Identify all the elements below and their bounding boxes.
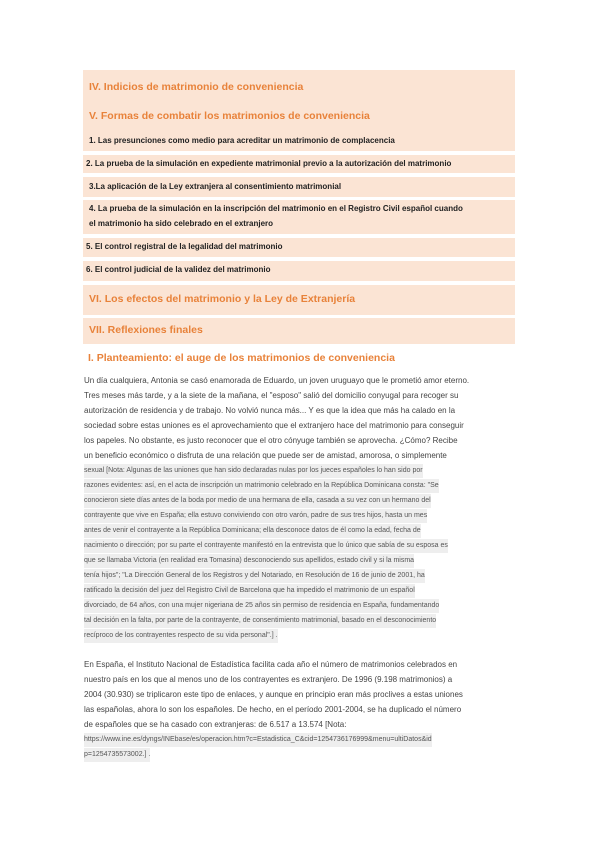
footnote-line: sexual [Nota: Algunas de las uniones que han sido declaradas nulas por los jueces españoles lo han sido por <box>84 464 423 478</box>
paragraph-line: un beneficio económico o disfruta de una relación que puede ser de amistad, amorosa, o simplemente <box>84 451 447 460</box>
toc-item-5-6[interactable] <box>83 261 515 281</box>
footnote-link-line[interactable]: https://www.ine.es/dyngs/INEbase/es/operacion.htm?c=Estadistica_C&cid=1254736176999&menu=ultiDatos&id <box>84 733 432 747</box>
toc-item-label: 6. El control judicial de la validez del matrimonio <box>86 265 271 274</box>
toc-item-label: VI. Los efectos del matrimonio y la Ley de Extranjería <box>89 293 356 305</box>
footnote-line: que se llamaba Victoria (en realidad era Tomasina) desconociendo sus apellidos, estado civil y si la misma <box>84 554 414 568</box>
footnote-line: tenía hijos"; "La Dirección General de los Registros y del Notariado, en Resolución de 16 de junio de 2001, ha <box>84 569 425 583</box>
paragraph-line: En España, el Instituto Nacional de Estadística facilita cada año el número de matrimonios celebrados en <box>84 660 458 669</box>
paragraph-line: las españolas, ahora lo son los españoles. De hecho, en el período 2001-2004, se ha duplicado el número <box>84 705 462 714</box>
toc-item-5-3[interactable] <box>83 177 515 197</box>
toc-item-5[interactable] <box>83 104 515 130</box>
toc-item-5-4[interactable] <box>83 200 515 234</box>
toc-item-4[interactable] <box>83 70 515 104</box>
footnote-line: razones evidentes: así, en el acta de inscripción un matrimonio celebrado en la República Dominicana consta: "Se <box>84 479 439 493</box>
toc-item-6[interactable] <box>83 285 515 315</box>
footnote-line: divorciado, de 64 años, con una mujer nigeriana de 25 años sin permiso de residencia en España, fundamentando <box>84 599 439 613</box>
toc-item-label-continued: el matrimonio ha sido celebrado en el extranjero <box>89 219 274 228</box>
toc-item-label: 4. La prueba de la simulación en la inscripción del matrimonio en el Registro Civil español cuando <box>89 204 463 213</box>
toc-item-5-2[interactable] <box>83 155 515 173</box>
footnote-link-line[interactable]: p=1254735573002.] . <box>84 748 150 762</box>
paragraph-line: los papeles. No obstante, es justo reconocer que el otro cónyuge también se aprovecha. ¿Cómo? Recibe <box>84 436 458 445</box>
toc-item-label: VII. Reflexiones finales <box>89 324 203 336</box>
paragraph-line: autorización de residencia y de trabajo. No volvió nunca más... Y es que la idea que más ha calado en la <box>84 406 456 415</box>
section-title: I. Planteamiento: el auge de los matrimonios de conveniencia <box>88 352 395 364</box>
paragraph-line: de españoles que se ha casado con extranjeras: de 6.517 a 13.574 [Nota: <box>84 720 347 729</box>
footnote-line: antes de venir el contrayente a la República Dominicana; ella desconoce datos de él como la edad, fecha de <box>84 524 421 538</box>
footnote-line: conocieron siete días antes de la boda por medio de una hermana de ella, casada a su vez con un hermano del <box>84 494 431 508</box>
paragraph-line: Un día cualquiera, Antonia se casó enamorada de Eduardo, un joven uruguayo que le prometió amor eterno. <box>84 376 470 385</box>
paragraph-line: 2004 (30.930) se triplicaron este tipo de enlaces, y aunque en principio eran más proclives a estas uniones <box>84 690 463 699</box>
footnote-line: contrayente que vive en España; ella estuvo conviviendo con otro varón, padre de sus tres hijos, hasta un mes <box>84 509 427 523</box>
toc-item-label: 2. La prueba de la simulación en expediente matrimonial previo a la autorización del matrimonio <box>86 159 452 168</box>
paragraph-line: Tres meses más tarde, y a la siete de la mañana, el "esposo" salió del domicilio conyugal para recoger su <box>84 391 459 400</box>
toc-item-7[interactable] <box>83 318 515 344</box>
paragraph-line: sociedad sobre estas uniones es el aprovechamiento que el extranjero hace del matrimonio para conseguir <box>84 421 464 430</box>
toc-item-5-1[interactable] <box>83 130 515 151</box>
footnote-line: ratificado la decisión del juez del Registro Civil de Barcelona que ha impedido el matrimonio de un español <box>84 584 415 598</box>
toc-item-label: V. Formas de combatir los matrimonios de conveniencia <box>89 110 370 122</box>
toc-item-label: IV. Indicios de matrimonio de conveniencia <box>89 81 304 93</box>
footnote-line: recíproco de los contrayentes respecto de su vida personal".] . <box>84 629 278 643</box>
paragraph-line: nuestro país en los que al menos uno de los contrayentes es extranjero. De 1996 (9.198 matrimonios) a <box>84 675 453 684</box>
footnote-line: tal decisión en la falta, por parte de la contrayente, de consentimiento matrimonial, basado en el desconocimiento <box>84 614 436 628</box>
toc-item-label: 1. Las presunciones como medio para acreditar un matrimonio de complacencia <box>89 136 395 145</box>
toc-item-5-5[interactable] <box>83 238 515 257</box>
toc-item-label: 5. El control registral de la legalidad del matrimonio <box>86 242 283 251</box>
toc-item-label: 3.La aplicación de la Ley extranjera al consentimiento matrimonial <box>89 182 342 191</box>
footnote-line: nacimiento o dirección; por su parte el contrayente manifestó en la entrevista que lo único que sabía de su esposa es <box>84 539 448 553</box>
